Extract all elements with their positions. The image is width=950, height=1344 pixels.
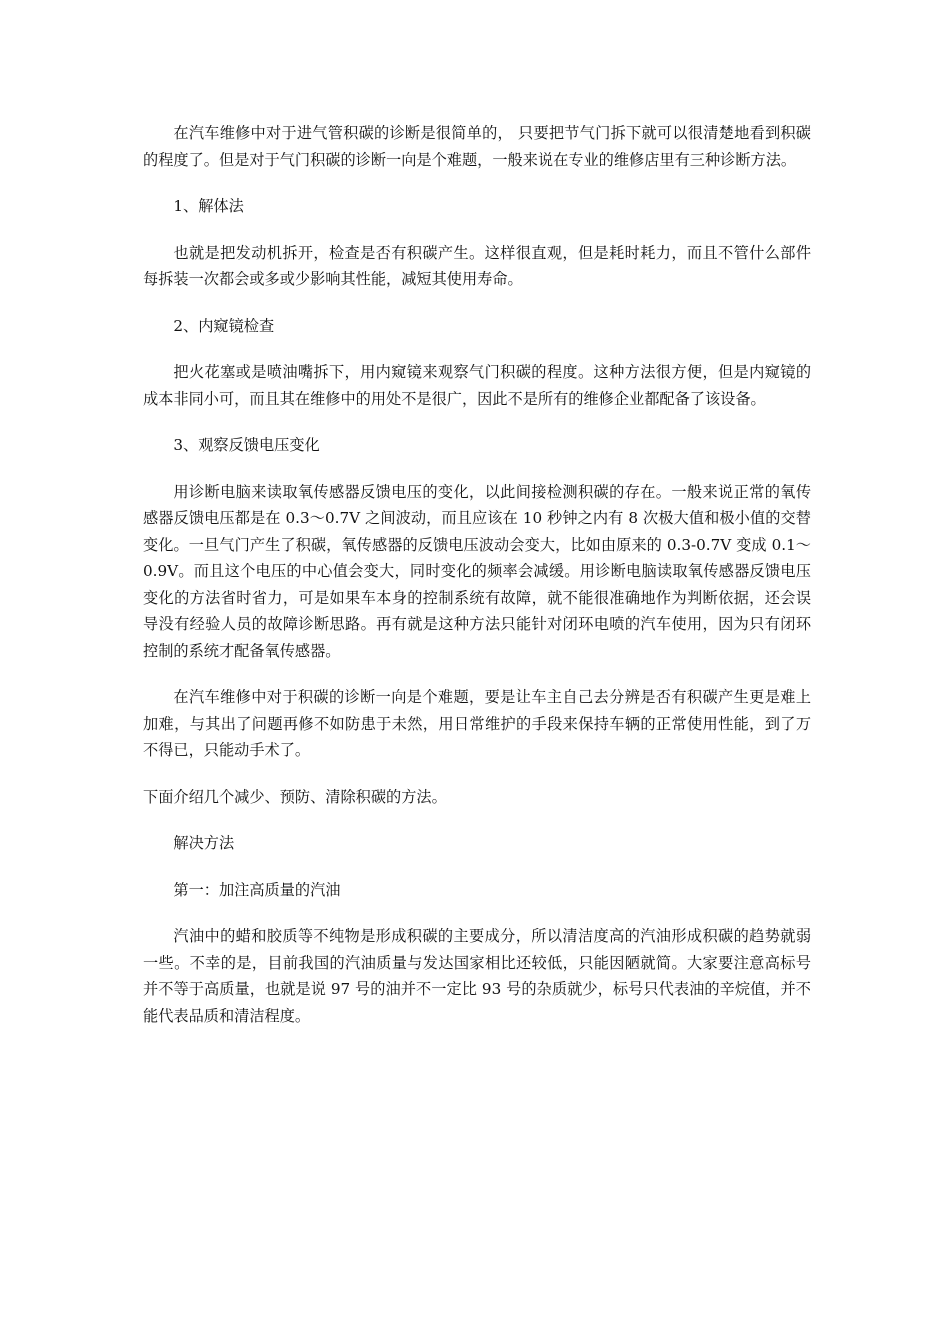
paragraph-intro: 在汽车维修中对于进气管积碳的诊断是很简单的， 只要把节气门拆下就可以很清楚地看到积碳的程度了。但是对于气门积碳的诊断一向是个难题，一般来说在专业的维修店里有三种诊断方法。 (143, 124, 811, 169)
document-body (143, 120, 811, 1049)
paragraph-fuel-quality: 汽油中的蜡和胶质等不纯物是形成积碳的主要成分，所以清洁度高的汽油形成积碳的趋势就弱一些。不幸的是，目前我国的汽油质量与发达国家相比还较低，只能因陋就简。大家要注意高标号并不等于高质量，也就是说 97 号的油并不一定比 93 号的杂质就少，标号只代表油的辛烷值，并不能代表品质和清洁程度。 (143, 927, 811, 1025)
heading-feedback-voltage: 3、观察反馈电压变化 (173, 436, 320, 454)
heading-high-quality-fuel: 第一：加注高质量的汽油 (173, 880, 341, 899)
paragraph-endoscope: 把火花塞或是喷油嘴拆下，用内窥镜来观察气门积碳的程度。这种方法很方便，但是内窥镜的成本非同小可，而且其在维修中的用处不是很广，因此不是所有的维修企业都配备了该设备。 (143, 363, 811, 408)
paragraph-feedback-voltage: 用诊断电脑来读取氧传感器反馈电压的变化，以此间接检测积碳的存在。一般来说正常的氧传感器反馈电压都是在 0.3～0.7V 之间波动，而且应该在 10 秒钟之内有 8 次极大值和极小值的交替变化。一旦气门产生了积碳，氧传感器的反馈电压波动会变大，比如由原来的 0.3-0.7V 变成 0.1～0.9V。而且这个电压的中心值会变大，同时变化的频率会减缓。用诊断电脑读取氧传感器反馈电压变化的方法省时省力，可是如果车本身的控制系统有故障，就不能很准确地作为判断依据，还会误导没有经验人员的故障诊断思路。再有就是这种方法只能针对闭环电喷的汽车使用，因为只有闭环控制的系统才配备氧传感器。 (143, 482, 811, 660)
heading-endoscope-check: 2、内窥镜检查 (173, 316, 275, 335)
paragraph-disassembly: 也就是把发动机拆开，检查是否有积碳产生。这样很直观，但是耗时耗力，而且不管什么部件每拆装一次都会或多或少影响其性能，减短其使用寿命。 (143, 243, 811, 288)
heading-disassembly-method: 1、解体法 (173, 197, 244, 215)
paragraph-methods-intro: 下面介绍几个减少、预防、清除积碳的方法。 (143, 787, 447, 806)
paragraph-prevention: 在汽车维修中对于积碳的诊断一向是个难题，要是让车主自己去分辨是否有积碳产生更是难上加难，与其出了问题再修不如防患于未然，用日常维护的手段来保持车辆的正常使用性能，到了万不得已，只能动手术了。 (143, 688, 811, 759)
heading-solutions: 解决方法 (173, 834, 235, 852)
